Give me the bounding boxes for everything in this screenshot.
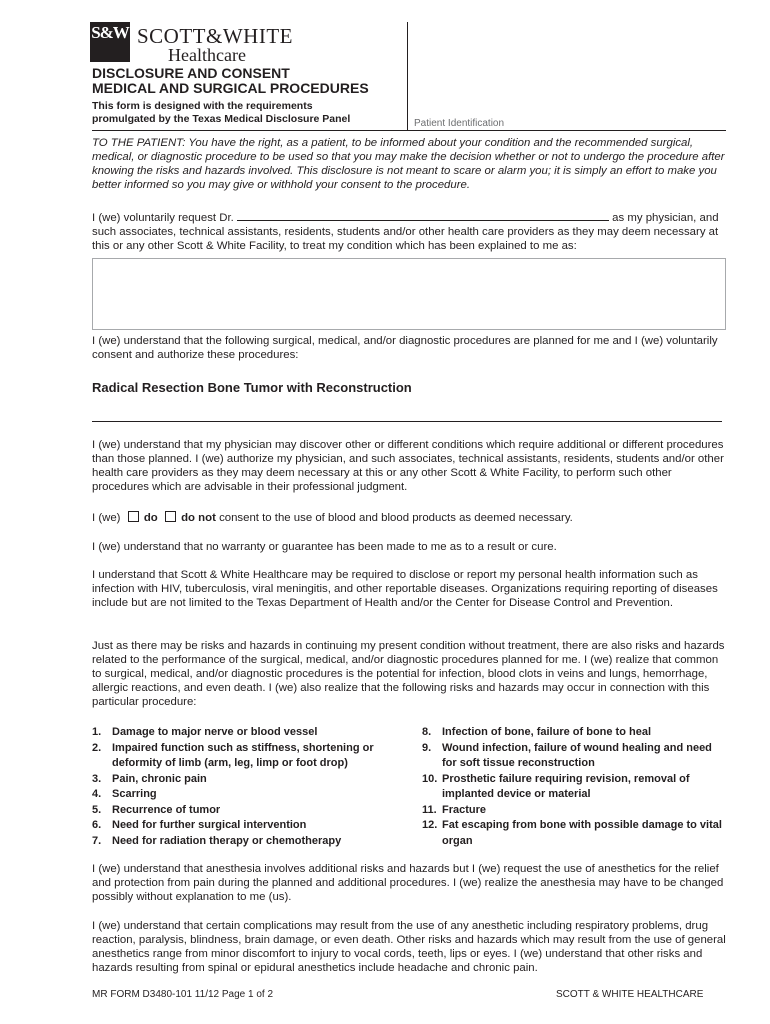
- form-subtitle: [92, 100, 350, 126]
- other-conditions-paragraph: I (we) understand that my physician may discover other or different conditions which require additional or different procedures than those planned. I (we) authorize my physician, and such associates, technical assistants, residents, students and/or other health care providers as they may deem necessary at this or any other Scott & White Facility, to perform such other procedures which are advisable in their professional judgment.: [92, 439, 724, 493]
- physician-request: [92, 210, 726, 253]
- header-divider-vertical: [407, 22, 408, 130]
- planned-procedures-text: I (we) understand that the following surgical, medical, and/or diagnostic procedures are planned for me and I (we) voluntarily consent and authorize these procedures:: [92, 335, 718, 361]
- patient-id-label: Patient Identification: [414, 118, 505, 129]
- anesthesia-paragraph-1: I (we) understand that anesthesia involves additional risks and hazards but I (we) request the use of anesthetics for the relief and protection from pain during the planned and additional procedures. I (we) realize the anesthesia may have to be changed possibly without explanation to me (us).: [92, 863, 724, 903]
- list-item: 12. Fat escaping from bone with possible damage to vital organ: [422, 819, 722, 847]
- list-item: 8. Infection of bone, failure of bone to heal: [422, 726, 651, 738]
- do-not-checkbox[interactable]: [165, 511, 176, 522]
- list-item: 11. Fracture: [422, 803, 487, 816]
- form-id: MR FORM D3480-101 11/12 Page 1 of 2: [92, 989, 274, 1000]
- blood-consent: [92, 511, 726, 525]
- list-item: 2. Impaired function such as stiffness, shortening or deformity of limb (arm, leg, limp or foot drop): [92, 741, 374, 769]
- risks-right-list: [422, 725, 727, 855]
- list-item: 9. Wound infection, failure of wound healing and need for soft tissue reconstruction: [422, 741, 712, 769]
- subtitle-line-2: promulgated by the Texas Medical Disclosure Panel: [92, 113, 351, 125]
- request-after: as my physician,: [612, 212, 697, 224]
- footer-org: SCOTT & WHITE HEALTHCARE: [556, 989, 704, 1000]
- list-item: 6. Need for further surgical intervention: [92, 819, 307, 831]
- intro-paragraph: TO THE PATIENT: You have the right, as a patient, to be informed about your condition and the recommended surgical, medical, or diagnostic procedure to be used so that you may make the decision whether or not to undergo the procedure after knowing the risks and hazards involved. This disclosure is not meant to scare or alarm you; it is simply an effort to make you better informed so you may give or withhold your consent to the procedure.: [92, 137, 725, 191]
- risks-intro-paragraph: Just as there may be risks and hazards in continuing my present condition without treatment, there are also risks and hazards related to the performance of the surgical, medical, and/or diagnostic procedures planned for me. I (we) realize that common to surgical, medical, and/or diagnostic procedures is the potential for infection, blood clots in veins and lungs, hemorrhage, allergic reactions, and even death. I (we) also realize that the following risks and hazards may occur in connection with this particular procedure:: [92, 640, 725, 708]
- brand-subname: Healthcare: [168, 45, 246, 65]
- list-item: 3. Pain, chronic pain: [92, 772, 207, 785]
- header-divider-horizontal: [92, 130, 726, 131]
- blood-prefix: I (we): [92, 512, 121, 524]
- physician-name-field[interactable]: [237, 210, 609, 221]
- logo-mark: S&W: [90, 22, 130, 62]
- list-item: 7. Need for radiation therapy or chemotherapy: [92, 834, 342, 847]
- procedure-name: Radical Resection Bone Tumor with Reconstruction: [92, 380, 412, 395]
- list-item: 10. Prosthetic failure requiring revision, removal of implanted device or material: [422, 772, 690, 800]
- title-line-1: DISCLOSURE AND CONSENT: [92, 65, 290, 81]
- blood-suffix: consent to the use of blood and blood products as deemed necessary.: [219, 512, 573, 524]
- request-before: I (we) voluntarily request Dr.: [92, 212, 234, 224]
- anesthesia-paragraph-2: I (we) understand that certain complications may result from the use of any anesthetic including respiratory problems, drug reaction, paralysis, blindness, brain damage, or even death. Other risks and hazards which may result from the use of general anesthetics range from minor discomfort to injury to vocal cords, teeth, lips or eyes. I (we) understand that other risks and hazards resulting from spinal or epidural anesthetics include headache and chronic pain.: [92, 920, 726, 974]
- risks-left-list: [92, 725, 412, 855]
- condition-explanation-box[interactable]: [92, 258, 726, 330]
- brand-name: SCOTT&WHITE: [137, 24, 293, 48]
- procedure-line: [92, 421, 722, 422]
- list-item: 4. Scarring: [92, 788, 157, 800]
- list-item: 1. Damage to major nerve or blood vessel: [92, 726, 318, 738]
- title-line-2: MEDICAL AND SURGICAL PROCEDURES: [92, 80, 369, 96]
- do-label: do: [143, 512, 158, 524]
- warranty-paragraph: I (we) understand that no warranty or guarantee has been made to me as to a result or cure.: [92, 541, 557, 553]
- form-title: [92, 66, 369, 96]
- do-not-label: do not: [181, 512, 216, 524]
- do-checkbox[interactable]: [128, 511, 139, 522]
- subtitle-line-1: This form is designed with the requirements: [92, 100, 313, 112]
- disclosure-paragraph: I understand that Scott & White Healthcare may be required to disclose or report my personal health information such as infection with HIV, tuberculosis, viral meningitis, and other reportable diseases. Organizations requiring reporting of diseases include but are not limited to the Texas Department of Health and/or the Center for Disease Control and Prevention.: [92, 569, 718, 609]
- list-item: 5. Recurrence of tumor: [92, 803, 221, 816]
- request-rest: and such associates, technical assistants, residents, students and/or other health care providers as they may deem necessary at this or any other Scott & White Facility, to treat my condition which has been explained to me as:: [92, 212, 719, 252]
